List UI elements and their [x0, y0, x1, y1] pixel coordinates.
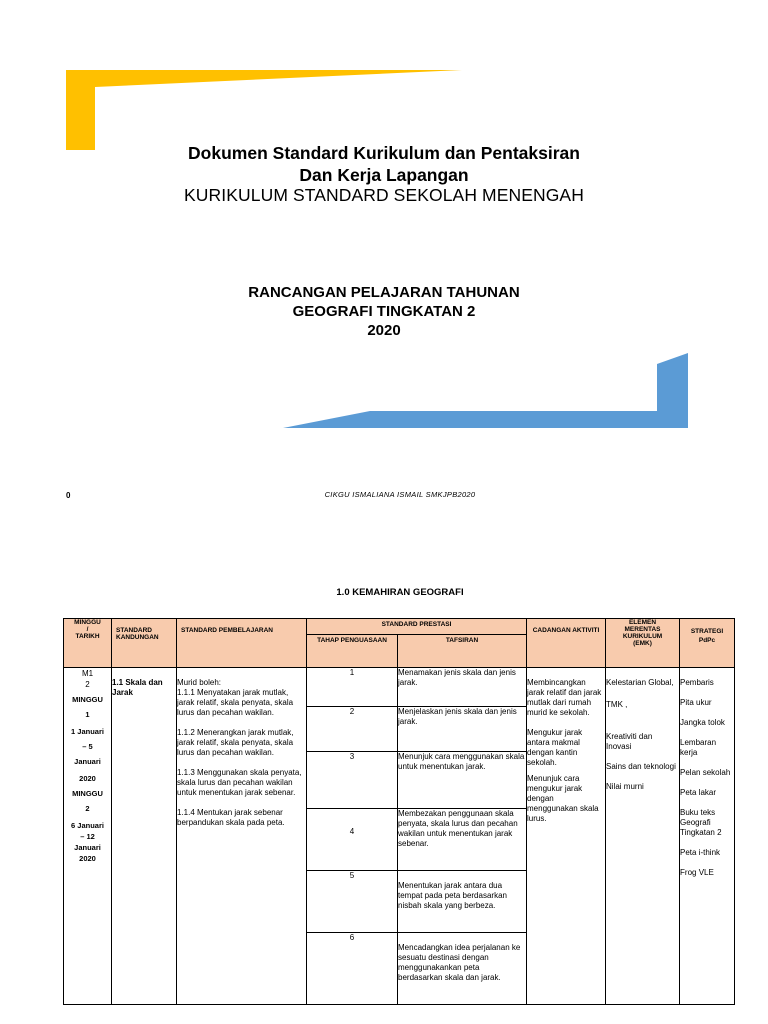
pembelajaran-item: Murid boleh: 1.1.1 Menyatakan jarak mutlak, jarak relatif, skala penyata, skala lurus dan pecahan wakilan. — [177, 678, 294, 717]
strategi-item: Frog VLE — [680, 868, 714, 877]
header-tahap: TAHAP PENGUASAAN — [307, 635, 398, 668]
header-elemen-2: MERENTAS — [624, 626, 661, 633]
tafsiran-cell: Menunjuk cara menggunakan skala untuk menentukan jarak. — [398, 752, 527, 809]
aktiviti-item: Membincangkan jarak relatif dan jarak mutlak dari rumah murid ke sekolah. — [527, 678, 602, 717]
minggu-line: Januari — [74, 757, 101, 766]
header-strategi — [680, 619, 735, 668]
emk-item: Kelestarian Global, — [606, 678, 674, 687]
minggu-line: 6 Januari — [71, 821, 104, 830]
curriculum-title: KURIKULUM STANDARD SEKOLAH MENENGAH — [184, 185, 584, 205]
minggu-line: Januari — [74, 843, 101, 852]
header-elemen — [606, 619, 680, 668]
title-line-1: Dokumen Standard Kurikulum dan Pentaksiran — [188, 143, 580, 163]
tahap-cell: 1 — [307, 668, 398, 707]
pembelajaran-item: 1.1.3 Menggunakan skala penyata, skala lurus dan pecahan wakilan untuk menentukan jarak sebenar. — [177, 768, 302, 797]
plan-line-1: RANCANGAN PELAJARAN TAHUNAN — [248, 284, 520, 301]
header-cadangan-aktiviti: CADANGAN AKTIVITI — [527, 619, 606, 668]
tahap-cell: 6 — [307, 933, 398, 1005]
header-minggu-3: TARIKH — [75, 633, 100, 640]
minggu-line: 2 — [85, 804, 90, 813]
header-elemen-1: ELEMEN — [628, 619, 657, 626]
strategi-cell — [680, 668, 735, 1005]
tahap-cell: 3 — [307, 752, 398, 809]
header-standard-kandungan — [112, 619, 177, 668]
header-elemen-4: (EMK) — [633, 640, 652, 647]
strategi-item: Pelan sekolah — [680, 768, 731, 777]
aktiviti-item: Mengukur jarak antara makmal dengan kantin sekolah. — [527, 728, 583, 767]
title-line-2: Dan Kerja Lapangan — [299, 165, 469, 185]
strategi-item: Lembaran kerja — [680, 738, 717, 757]
plan-line-2: GEOGRAFI TINGKATAN 2 — [292, 303, 476, 320]
plan-line-3: 2020 — [367, 322, 401, 339]
standard-kandungan-cell: 1.1 Skala dan Jarak — [112, 668, 177, 1005]
table-row — [64, 668, 735, 707]
tahap-cell: 2 — [307, 707, 398, 752]
rpt-table — [63, 618, 735, 1005]
header-strategi-1: STRATEGI — [690, 628, 724, 635]
tafsiran-cell: Membezakan penggunaan skala penyata, skala lurus dan pecahan wakilan untuk menentukan jarak sebenar. — [398, 809, 527, 871]
minggu-line: MINGGU — [72, 789, 103, 798]
minggu-line: – 5 — [82, 742, 93, 751]
emk-item: TMK , — [606, 700, 628, 709]
minggu-line: 1 — [85, 710, 90, 719]
header-minggu-1: MINGGU — [74, 619, 101, 626]
aktiviti-cell — [527, 668, 606, 1005]
minggu-line: – 12 — [80, 832, 95, 841]
tahap-cell: 5 — [307, 871, 398, 933]
strategi-item: Buku teks Geografi Tingkatan 2 — [680, 808, 722, 837]
page-number: 0 — [66, 491, 71, 500]
footer-author: CIKGU ISMALIANA ISMAIL SMKJPB2020 — [324, 490, 476, 499]
header-standard-pembelajaran: STANDARD PEMBELAJARAN — [177, 619, 307, 668]
strategi-item: Pembaris — [680, 678, 714, 687]
header-sk-1: STANDARD — [116, 627, 152, 634]
header-minggu — [64, 619, 112, 668]
emk-item: Sains dan teknologi — [606, 762, 676, 771]
strategi-item: Peta lakar — [680, 788, 717, 797]
plan-title — [0, 283, 768, 340]
pembelajaran-cell — [177, 668, 307, 1005]
strategi-item: Peta i-think — [680, 848, 721, 857]
header-tafsiran: TAFSIRAN — [398, 635, 527, 668]
blue-accent-shape — [283, 353, 688, 428]
minggu-line: MINGGU — [72, 695, 103, 704]
yellow-accent-shape — [66, 70, 462, 150]
pembelajaran-item: 1.1.2 Menerangkan jarak mutlak, jarak relatif, skala penyata, skala lurus dan pecahan wakilan. — [177, 728, 294, 757]
minggu-line: M1 — [81, 669, 94, 678]
header-elemen-3: KURIKULUM — [622, 633, 663, 640]
header-strategi-2: PdPc — [698, 637, 716, 644]
document-title — [0, 142, 768, 186]
minggu-line: 2020 — [79, 854, 96, 863]
emk-item: Nilai murni — [606, 782, 644, 791]
header-standard-prestasi: STANDARD PRESTASI — [307, 619, 527, 635]
section-title: 1.0 KEMAHIRAN GEOGRAFI — [336, 587, 464, 598]
cover-accent-top — [0, 0, 768, 460]
tafsiran-cell: Menamakan jenis skala dan jenis jarak. — [398, 668, 527, 707]
strategi-item: Jangka tolok — [680, 718, 725, 727]
strategi-item: Pita ukur — [680, 698, 712, 707]
minggu-cell — [64, 668, 112, 1005]
tafsiran-cell: Menentukan jarak antara dua tempat pada peta berdasarkan nisbah skala yang berbeza. — [398, 871, 527, 933]
emk-cell — [606, 668, 680, 1005]
emk-item: Kreativiti dan Inovasi — [606, 732, 653, 751]
minggu-line: 2 — [85, 680, 90, 689]
header-minggu-2: / — [86, 626, 89, 633]
pembelajaran-item: 1.1.4 Mentukan jarak sebenar berpandukan skala pada peta. — [177, 808, 285, 827]
tafsiran-cell: Menjelaskan jenis skala dan jenis jarak. — [398, 707, 527, 752]
minggu-line: 1 Januari — [71, 727, 104, 736]
aktiviti-item: Menunjuk cara mengukur jarak dengan menggunakan skala lurus. — [527, 774, 599, 823]
tafsiran-cell: Mencadangkan idea perjalanan ke sesuatu destinasi dengan menggunakankan peta berdasarkan skala dan jarak. — [398, 933, 527, 1005]
minggu-line: 2020 — [79, 774, 96, 783]
header-sk-2: KANDUNGAN — [116, 634, 159, 641]
tahap-cell: 4 — [307, 809, 398, 871]
header-row-1 — [64, 619, 735, 635]
